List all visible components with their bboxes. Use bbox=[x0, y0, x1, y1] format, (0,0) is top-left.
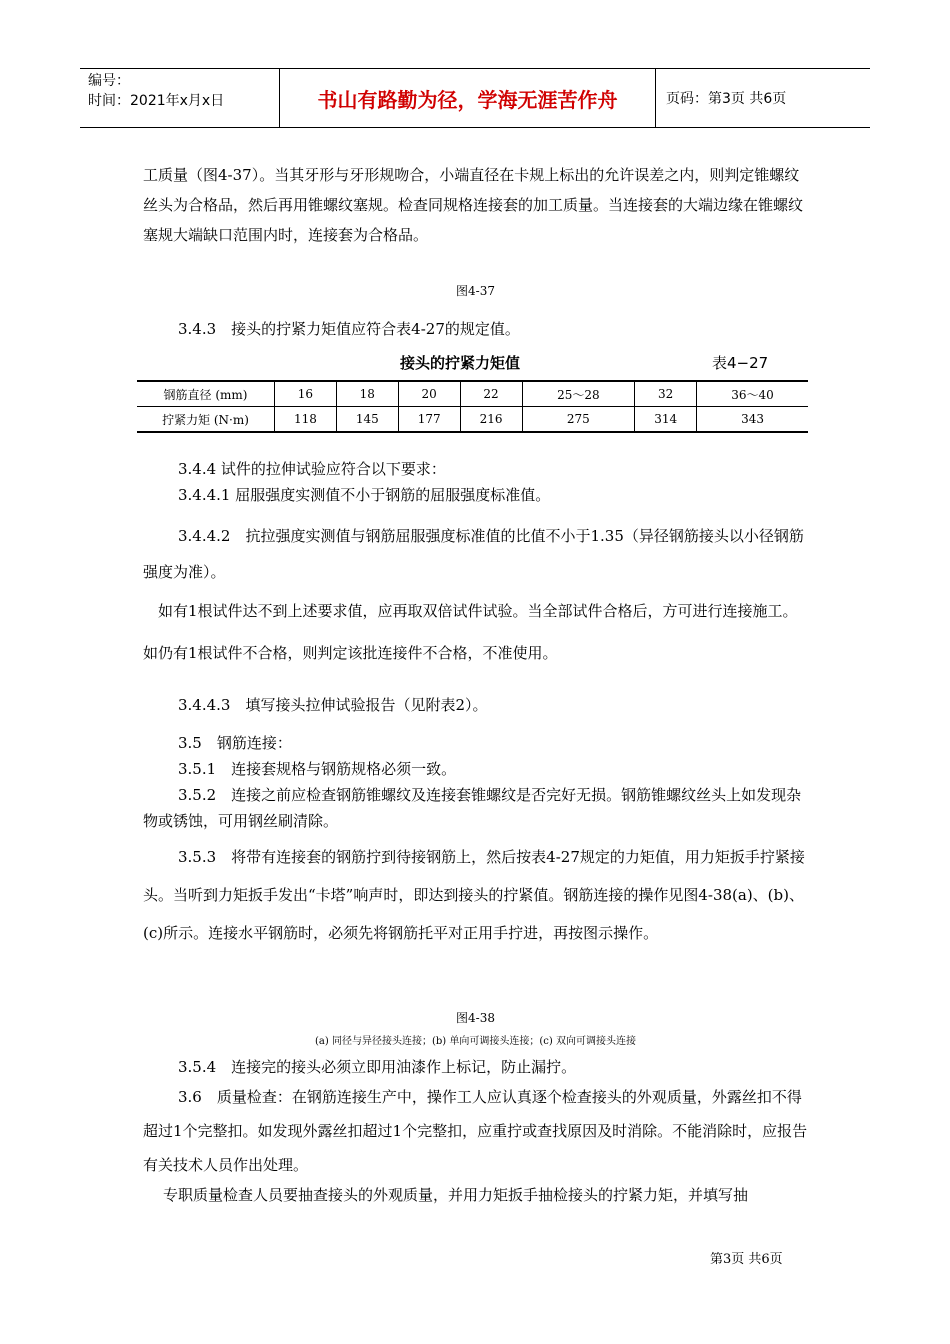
figure-4-38-subcaption: (a) 同径与异径接头连接；(b) 单向可调接头连接；(c) 双向可调接头连接 bbox=[315, 1036, 636, 1047]
table-number: 表4−27 bbox=[712, 354, 769, 372]
section-3-4-4-2: 3.4.4.2 抗拉强度实测值与钢筋屈服强度标准值的比值不小于1.35（异径钢筋接头以小径钢筋强度为准）。 bbox=[143, 527, 804, 581]
time-label: 时间：2021年x月x日 bbox=[88, 93, 225, 109]
section-3-4-4-1: 3.4.4.1 屈服强度实测值不小于钢筋的屈服强度标准值。 bbox=[178, 486, 551, 504]
table-cell: 216 bbox=[460, 407, 522, 433]
section-3-5-2: 3.5.2 连接之前应检查钢筋锥螺纹及连接套锥螺纹是否完好无损。钢筋锥螺纹丝头上如发现杂物或锈蚀，可用钢丝刷清除。 bbox=[143, 786, 802, 830]
table-row bbox=[137, 407, 808, 433]
section-3-5: 3.5 钢筋连接： bbox=[178, 734, 292, 752]
code-label: 编号： bbox=[88, 73, 130, 89]
table-cell: 32 bbox=[635, 381, 697, 407]
header-meta bbox=[80, 69, 280, 127]
motto: 书山有路勤为径，学海无涯苦作舟 bbox=[280, 69, 656, 127]
table-cell: 314 bbox=[635, 407, 697, 433]
torque-table bbox=[137, 380, 808, 433]
inspection-paragraph: 专职质量检查人员要抽查接头的外观质量，并用力矩扳手抽检接头的拧紧力矩，并填写抽 bbox=[163, 1186, 749, 1204]
figure-4-37-caption: 图4-37 bbox=[456, 284, 495, 298]
figure-4-38-caption: 图4-38 bbox=[456, 1011, 495, 1025]
page-header bbox=[80, 68, 870, 128]
table-cell: 25～28 bbox=[522, 381, 635, 407]
table-title: 接头的拧紧力矩值 bbox=[400, 354, 521, 372]
section-3-5-4: 3.5.4 连接完的接头必须立即用油漆作上标记，防止漏拧。 bbox=[178, 1058, 577, 1076]
table-cell: 36～40 bbox=[697, 381, 808, 407]
section-3-6: 3.6 质量检查：在钢筋连接生产中，操作工人应认真逐个检查接头的外观质量，外露丝扣不得超过1个完整扣。如发现外露丝扣超过1个完整扣，应重拧或查找原因及时消除。不能消除时，应报告有关技术人员作出处理。 bbox=[143, 1088, 808, 1174]
section-3-5-3: 3.5.3 将带有连接套的钢筋拧到待接钢筋上，然后按表4-27规定的力矩值，用力矩扳手拧紧接头。当听到力矩扳手发出“卡塔”响声时，即达到接头的拧紧值。钢筋连接的操作见图4-38(a)、(b)、(c)所示。连接水平钢筋时，必须先将钢筋托平对正用手拧进，再按图示操作。 bbox=[143, 848, 805, 942]
table-cell: 177 bbox=[398, 407, 460, 433]
table-cell: 145 bbox=[336, 407, 398, 433]
page-label: 页码：第3页 共6页 bbox=[666, 91, 787, 107]
section-3-4-3: 3.4.3 接头的拧紧力矩值应符合表4-27的规定值。 bbox=[178, 320, 520, 338]
section-3-4-4: 3.4.4 试件的拉伸试验应符合以下要求： bbox=[178, 460, 446, 478]
table-cell: 118 bbox=[275, 407, 337, 433]
section-3-4-4-3: 3.4.4.3 填写接头拉伸试验报告（见附表2）。 bbox=[178, 696, 488, 714]
table-cell: 22 bbox=[460, 381, 522, 407]
section-3-5-1: 3.5.1 连接套规格与钢筋规格必须一致。 bbox=[178, 760, 457, 778]
page-footer: 第3页 共6页 bbox=[710, 1252, 783, 1267]
row-label-torque: 拧紧力矩 (N·m) bbox=[137, 407, 275, 433]
table-row bbox=[137, 381, 808, 407]
table-cell: 16 bbox=[275, 381, 337, 407]
table-cell: 275 bbox=[522, 407, 635, 433]
row-label-diameter: 钢筋直径 (mm) bbox=[137, 381, 275, 407]
paragraph-p1: 工质量（图4-37）。当其牙形与牙形规吻合，小端直径在卡规上标出的允许误差之内，则判定锥螺纹丝头为合格品，然后再用锥螺纹塞规。检查同规格连接套的加工质量。当连接套的大端边缘在锥螺纹塞规大端缺口范围内时，连接套为合格品。 bbox=[143, 166, 804, 244]
table-cell: 20 bbox=[398, 381, 460, 407]
table-cell: 18 bbox=[336, 381, 398, 407]
table-cell: 343 bbox=[697, 407, 808, 433]
retest-paragraph: 如有1根试件达不到上述要求值，应再取双倍试件试验。当全部试件合格后，方可进行连接施工。如仍有1根试件不合格，则判定该批连接件不合格，不准使用。 bbox=[143, 602, 798, 662]
